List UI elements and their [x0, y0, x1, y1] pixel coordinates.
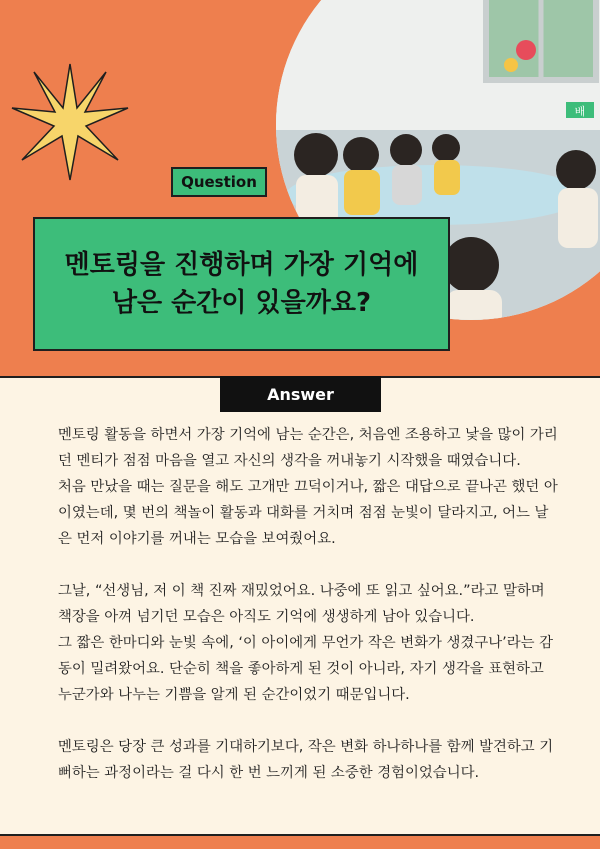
star-burst-icon [10, 62, 130, 182]
answer-tag: Answer [220, 376, 381, 412]
answer-body [58, 422, 558, 786]
question-box [33, 217, 450, 351]
footer-band [0, 834, 600, 849]
answer-paragraph: 그날, “선생님, 저 이 책 진짜 재밌었어요. 나중에 또 읽고 싶어요.”라고 말하며 책장을 아껴 넘기던 모습은 아직도 기억에 생생하게 남아 있습니다. [58, 583, 545, 625]
header-banner [0, 0, 600, 378]
paragraph-spacer [58, 552, 558, 578]
answer-paragraph: 멘토링 활동을 하면서 가장 기억에 남는 순간은, 처음엔 조용하고 낯을 많이 가리던 멘티가 점점 마음을 열고 자신의 생각을 꺼내놓기 시작했을 때였습니다. [58, 427, 558, 469]
answer-paragraph: 멘토링은 당장 큰 성과를 기대하기보다, 작은 변화 하나하나를 함께 발견하고 기뻐하는 과정이라는 걸 다시 한 번 느끼게 된 소중한 경험이었습니다. [58, 739, 554, 781]
question-title-line-2: 남은 순간이 있을까요? [111, 288, 372, 318]
photo-card-text: 배 [574, 105, 586, 118]
paragraph-spacer [58, 708, 558, 734]
question-tag: Question [171, 167, 267, 197]
answer-paragraph: 처음 만났을 때는 질문을 해도 고개만 끄덕이거나, 짧은 대답으로 끝나곤 했던 아이였는데, 몇 번의 책놀이 활동과 대화를 거치며 점점 눈빛이 달라지고, 어느 날은 먼저 이야기를 꺼내는 모습을 보여줬어요. [58, 479, 558, 547]
question-title [65, 246, 419, 322]
answer-paragraph: 그 짧은 한마디와 눈빛 속에, ‘이 아이에게 무언가 작은 변화가 생겼구나’라는 감동이 밀려왔어요. 단순히 책을 좋아하게 된 것이 아니라, 자기 생각을 표현하고 누군가와 나누는 기쁨을 알게 된 순간이었기 때문입니다. [58, 635, 553, 703]
question-title-line-1: 멘토링을 진행하며 가장 기억에 [64, 250, 419, 280]
